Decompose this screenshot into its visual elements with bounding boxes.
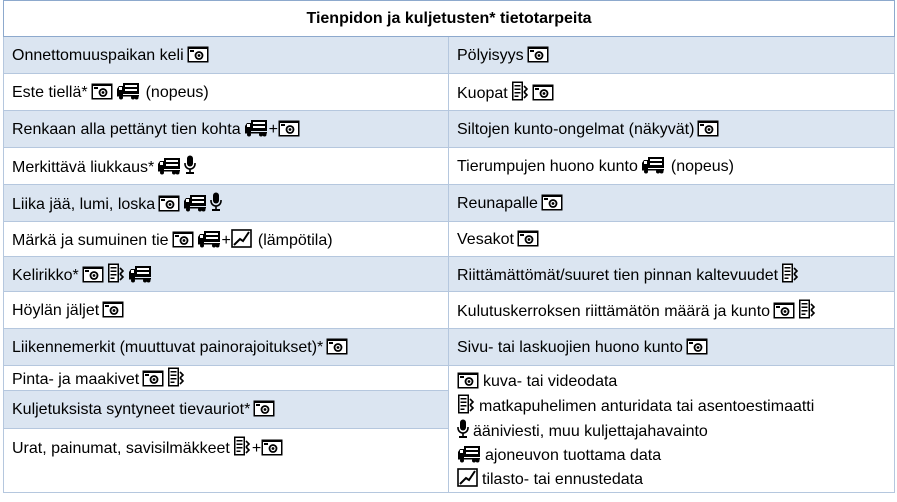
truck-icon bbox=[197, 230, 221, 248]
right-cell bbox=[449, 257, 895, 292]
legend-label: ajoneuvon tuottama data bbox=[485, 447, 662, 464]
table-row bbox=[4, 366, 895, 391]
table-title: Tienpidon ja kuljetusten* tietotarpeita bbox=[4, 1, 895, 37]
left-cell bbox=[4, 148, 449, 185]
right-cell bbox=[449, 185, 895, 222]
table-header-row bbox=[4, 1, 895, 37]
left-cell bbox=[4, 37, 449, 74]
camera-icon bbox=[82, 266, 104, 283]
truck-icon bbox=[183, 194, 207, 212]
chart-icon bbox=[457, 468, 478, 487]
table-row bbox=[4, 257, 895, 292]
truck-icon bbox=[128, 265, 152, 283]
camera-icon bbox=[541, 194, 563, 211]
left-cell bbox=[4, 366, 449, 391]
camera-icon bbox=[91, 83, 113, 100]
truck-icon bbox=[244, 119, 268, 137]
cell-label: Urat, painumat, savisilmäkkeet bbox=[12, 440, 230, 458]
left-cell bbox=[4, 329, 449, 366]
table-row bbox=[4, 185, 895, 222]
cell-suffix: (nopeus) bbox=[145, 84, 209, 101]
legend-item bbox=[457, 468, 886, 492]
chart-icon bbox=[231, 229, 252, 248]
camera-icon bbox=[773, 302, 795, 319]
legend-label: matkapuhelimen anturidata tai asentoestimaatti bbox=[479, 398, 815, 415]
cell-label: Liikennemerkit (muuttuvat painorajoitukset)* bbox=[12, 338, 324, 356]
left-cell bbox=[4, 257, 449, 292]
table-row bbox=[4, 37, 895, 74]
legend-label: ääniviesti, muu kuljettajahavainto bbox=[473, 423, 708, 440]
camera-icon bbox=[517, 230, 539, 247]
left-cell bbox=[4, 429, 449, 493]
right-cell bbox=[449, 222, 895, 257]
table-row bbox=[4, 329, 895, 366]
phone-icon bbox=[798, 299, 816, 319]
left-cell bbox=[4, 111, 449, 148]
left-cell bbox=[4, 391, 449, 429]
cell-label: Kulutuskerroksen riittämätön määrä ja kunto bbox=[457, 303, 771, 320]
phone-icon bbox=[781, 263, 799, 283]
truck-icon bbox=[457, 445, 481, 463]
cell-label: Kuopat bbox=[457, 85, 508, 102]
camera-icon bbox=[326, 338, 348, 355]
phone-icon bbox=[457, 394, 475, 414]
phone-icon bbox=[233, 436, 251, 456]
phone-icon bbox=[167, 367, 185, 387]
camera-icon bbox=[697, 120, 719, 137]
left-cell bbox=[4, 222, 449, 257]
camera-icon bbox=[187, 46, 209, 63]
camera-icon bbox=[278, 120, 300, 137]
cell-label: Renkaan alla pettänyt tien kohta bbox=[12, 121, 241, 138]
right-cell bbox=[449, 292, 895, 329]
legend-label: kuva- tai videodata bbox=[483, 373, 618, 390]
left-cell bbox=[4, 74, 449, 111]
left-cell bbox=[4, 292, 449, 329]
cell-label: Merkittävä liukkaus* bbox=[12, 159, 155, 176]
camera-icon bbox=[527, 46, 549, 63]
table-row bbox=[4, 148, 895, 185]
camera-icon bbox=[253, 400, 275, 417]
camera-icon bbox=[102, 301, 124, 318]
right-cell bbox=[449, 329, 895, 366]
legend bbox=[449, 366, 895, 493]
cell-label: Kuljetuksista syntyneet tievauriot* bbox=[12, 401, 251, 419]
microphone-icon bbox=[184, 155, 196, 175]
legend-item bbox=[457, 370, 886, 394]
table-row bbox=[4, 111, 895, 148]
cell-label: Märkä ja sumuinen tie bbox=[12, 231, 169, 249]
cell-label: Tierumpujen huono kunto bbox=[457, 158, 638, 175]
right-cell bbox=[449, 148, 895, 185]
right-cell bbox=[449, 37, 895, 74]
cell-suffix: (lämpötila) bbox=[257, 231, 333, 249]
truck-icon bbox=[157, 157, 181, 175]
camera-icon bbox=[532, 84, 554, 101]
cell-suffix: (nopeus) bbox=[670, 158, 735, 175]
camera-icon bbox=[142, 370, 164, 387]
cell-label: Höylän jäljet bbox=[12, 301, 100, 319]
plus-sign: + bbox=[251, 440, 262, 458]
plus-sign: + bbox=[268, 121, 278, 138]
legend-item bbox=[457, 444, 886, 468]
legend-item bbox=[457, 419, 886, 444]
camera-icon bbox=[172, 231, 194, 248]
right-cell bbox=[449, 74, 895, 111]
camera-icon bbox=[158, 195, 180, 212]
cell-label: Sivu- tai laskuojien huono kunto bbox=[457, 338, 683, 356]
legend-item bbox=[457, 394, 886, 419]
cell-label: Siltojen kunto-ongelmat (näkyvät) bbox=[457, 120, 695, 138]
microphone-icon bbox=[210, 192, 222, 212]
cell-label: Pölyisyys bbox=[457, 46, 524, 64]
cell-label: Reunapalle bbox=[457, 194, 538, 212]
right-cell bbox=[449, 111, 895, 148]
cell-label: Pinta- ja maakivet bbox=[12, 371, 140, 389]
cell-label: Onnettomuuspaikan keli bbox=[12, 46, 184, 64]
info-needs-table bbox=[3, 0, 895, 493]
cell-label: Riittämättömät/suuret tien pinnan kaltevuudet bbox=[457, 267, 779, 284]
table-row bbox=[4, 292, 895, 329]
plus-sign: + bbox=[221, 231, 231, 249]
phone-icon bbox=[107, 263, 125, 283]
phone-icon bbox=[511, 81, 529, 101]
microphone-icon bbox=[457, 419, 469, 439]
truck-icon bbox=[116, 82, 140, 100]
table-row bbox=[4, 222, 895, 257]
table-row bbox=[4, 74, 895, 111]
camera-icon bbox=[457, 372, 479, 389]
camera-icon bbox=[686, 338, 708, 355]
truck-icon bbox=[641, 156, 665, 174]
left-cell bbox=[4, 185, 449, 222]
legend-label: tilasto- tai ennustedata bbox=[482, 471, 643, 488]
cell-label: Este tiellä* bbox=[12, 84, 88, 101]
camera-icon bbox=[261, 439, 283, 456]
cell-label: Liika jää, lumi, loska bbox=[12, 196, 156, 213]
cell-label: Vesakot bbox=[457, 230, 514, 248]
cell-label: Kelirikko* bbox=[12, 267, 79, 284]
